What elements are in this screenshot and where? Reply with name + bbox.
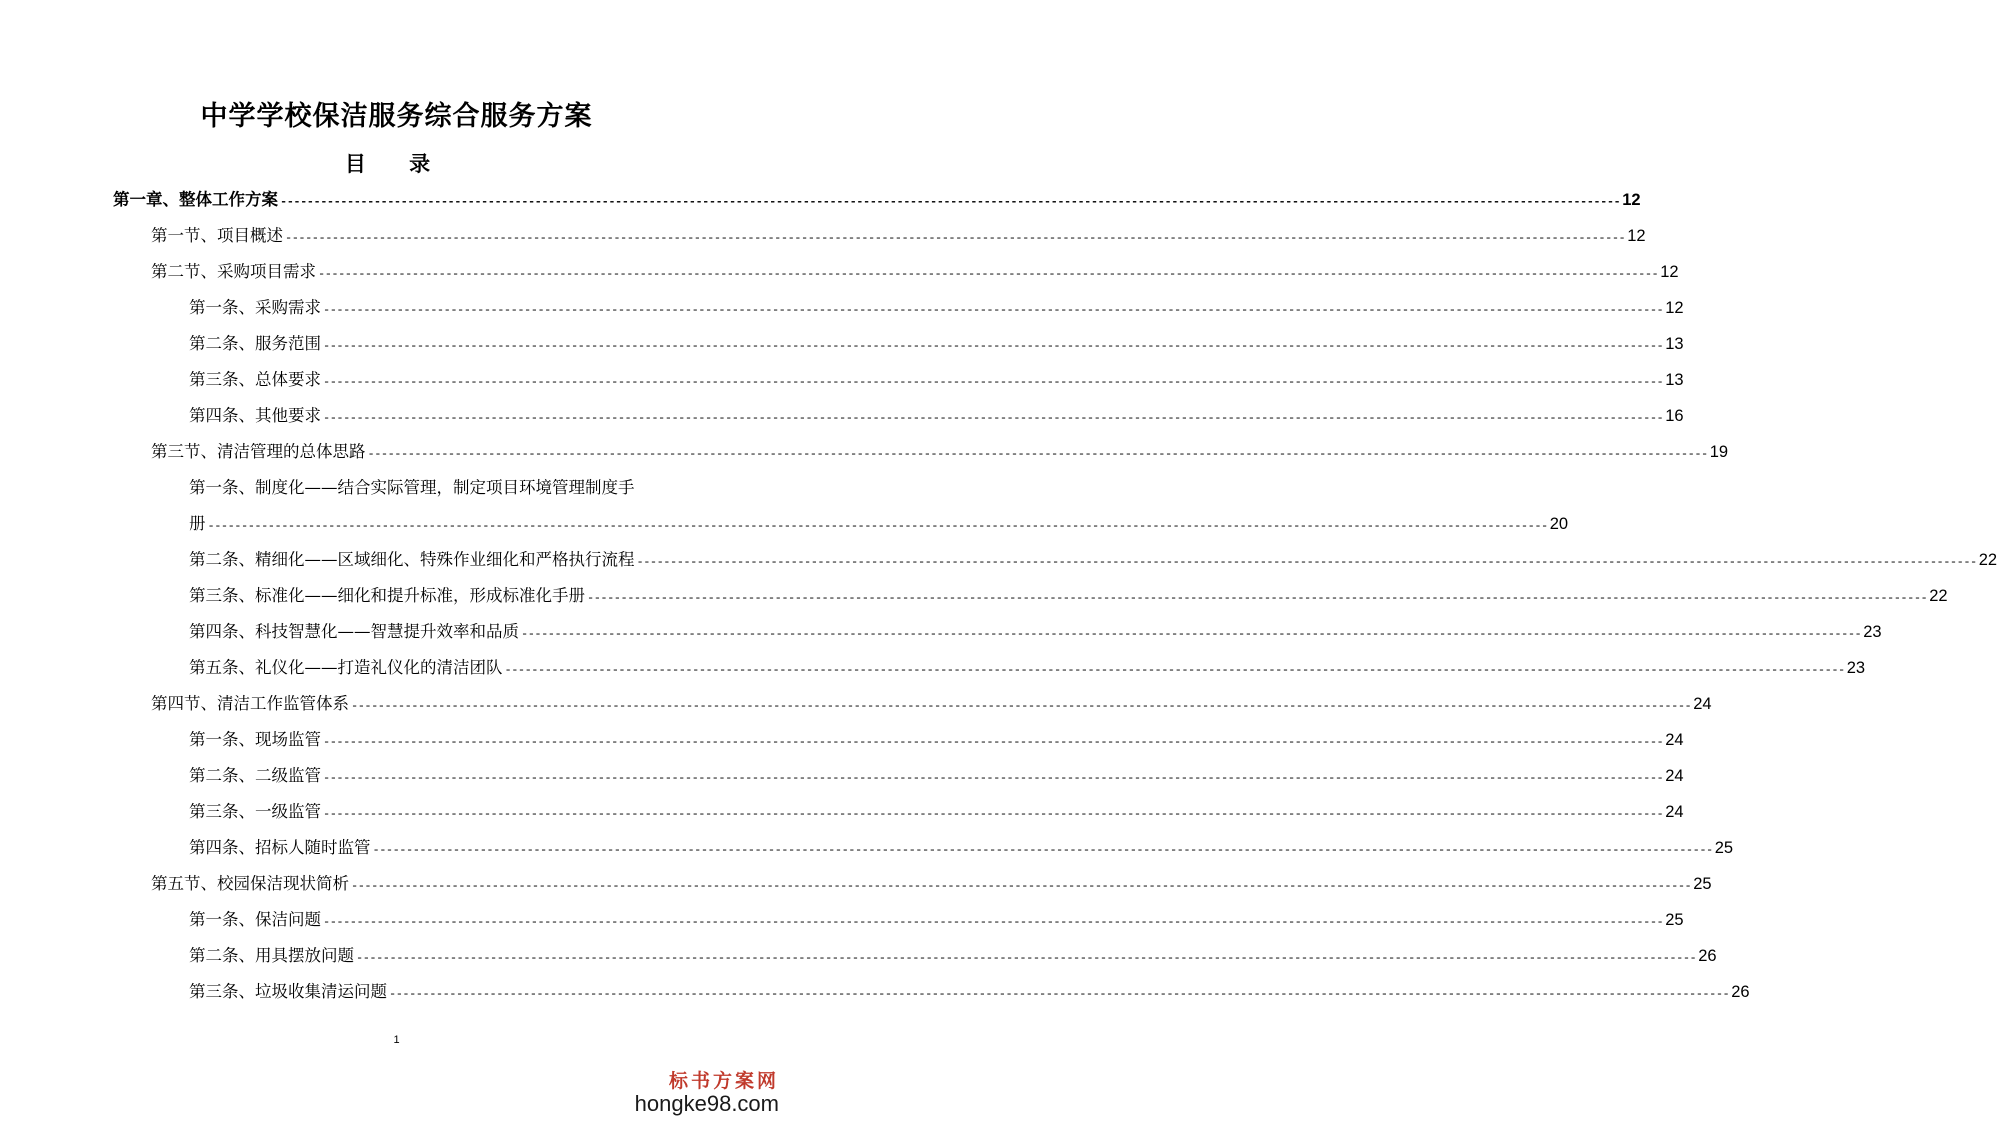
toc-entry-label: 第三条、垃圾收集清运问题 <box>189 982 387 1001</box>
toc-entry-label: 第二节、采购项目需求 <box>151 262 316 281</box>
toc-entry-label: 第四条、其他要求 <box>189 406 321 425</box>
toc-leader: -------------------------------------------------------------------------------------------------------------------------------------------------------------------------------------------------------- <box>504 663 1845 677</box>
toc-leader: -------------------------------------------------------------------------------------------------------------------------------------------------------------------------------------------------------- <box>351 879 1692 893</box>
toc-entry-label: 第一章、整体工作方案 <box>113 190 278 209</box>
toc-leader: -------------------------------------------------------------------------------------------------------------------------------------------------------------------------------------------------------- <box>323 339 1664 353</box>
toc-entry-page: 20 <box>1549 515 1569 533</box>
toc-entry[interactable] <box>189 296 1684 320</box>
toc-entry-label: 第一节、项目概述 <box>151 226 283 245</box>
toc-entry[interactable] <box>151 872 1712 896</box>
toc-leader: -------------------------------------------------------------------------------------------------------------------------------------------------------------------------------------------------------- <box>323 807 1664 821</box>
toc-entry[interactable] <box>189 836 1734 860</box>
toc-entry-page: 19 <box>1709 443 1729 461</box>
toc-leader: -------------------------------------------------------------------------------------------------------------------------------------------------------------------------------------------------------- <box>351 699 1692 713</box>
toc-leader: -------------------------------------------------------------------------------------------------------------------------------------------------------------------------------------------------------- <box>323 771 1664 785</box>
toc-entry-page: 26 <box>1731 983 1750 1001</box>
toc-entry-label: 第一条、制度化——结合实际管理，制定项目环境管理制度手 <box>189 478 635 497</box>
toc-entry-page: 24 <box>1665 767 1684 785</box>
watermark-url: hongke98.com <box>634 1091 779 1116</box>
toc-entry-page: 26 <box>1698 947 1717 965</box>
toc-entry[interactable] <box>151 692 1712 716</box>
toc-entry-label: 第二条、精细化——区域细化、特殊作业细化和严格执行流程 <box>189 550 635 569</box>
toc-entry-page: 23 <box>1863 623 1882 641</box>
toc-entry-page: 12 <box>1665 299 1684 317</box>
toc-entry[interactable] <box>189 944 1717 968</box>
toc-entry[interactable] <box>189 800 1684 824</box>
toc-entry-label: 第三节、清洁管理的总体思路 <box>151 442 366 461</box>
toc-entry[interactable] <box>189 404 1684 428</box>
toc-leader: -------------------------------------------------------------------------------------------------------------------------------------------------------------------------------------------------------- <box>587 591 1928 605</box>
toc-entry[interactable] <box>189 332 1684 356</box>
toc-entry-page: 12 <box>1660 263 1679 281</box>
toc-entry-label: 第四节、清洁工作监管体系 <box>151 694 349 713</box>
toc-entry-page: 22 <box>1929 587 1948 605</box>
toc-leader: -------------------------------------------------------------------------------------------------------------------------------------------------------------------------------------------------------- <box>323 411 1664 425</box>
toc-entry-page: 25 <box>1693 875 1712 893</box>
toc-entry[interactable] <box>189 584 1948 608</box>
toc-leader: -------------------------------------------------------------------------------------------------------------------------------------------------------------------------------------------------------- <box>356 951 1697 965</box>
page-number: 1 <box>393 1034 400 1046</box>
toc-leader: -------------------------------------------------------------------------------------------------------------------------------------------------------------------------------------------------------- <box>323 915 1664 929</box>
toc-entry[interactable] <box>189 548 1997 572</box>
toc-entry[interactable] <box>151 440 1729 464</box>
toc-entry[interactable] <box>189 620 1882 644</box>
toc-leader: -------------------------------------------------------------------------------------------------------------------------------------------------------------------------------------------------------- <box>280 195 1621 209</box>
toc-entry-page: 24 <box>1665 803 1684 821</box>
toc-heading: 目 录 <box>344 152 449 176</box>
toc-entry-label: 第一条、采购需求 <box>189 298 321 317</box>
toc-entry-page: 23 <box>1846 659 1866 677</box>
toc-entry-label: 第二条、二级监管 <box>189 766 321 785</box>
toc-entry[interactable] <box>151 224 1646 248</box>
toc-entry-label: 第三条、总体要求 <box>189 370 321 389</box>
toc-entry[interactable] <box>189 656 1866 680</box>
toc-entry-page: 12 <box>1622 191 1641 209</box>
toc-leader: -------------------------------------------------------------------------------------------------------------------------------------------------------------------------------------------------------- <box>323 735 1664 749</box>
toc-entry-page: 25 <box>1665 911 1684 929</box>
toc-entry-label: 第三条、一级监管 <box>189 802 321 821</box>
toc-entry-label: 第三条、标准化——细化和提升标准，形成标准化手册 <box>189 586 585 605</box>
toc-leader: -------------------------------------------------------------------------------------------------------------------------------------------------------------------------------------------------------- <box>367 447 1708 461</box>
toc-entry-page: 13 <box>1665 335 1684 353</box>
toc-entry[interactable] <box>189 368 1684 392</box>
toc-entry[interactable] <box>113 188 1641 212</box>
toc-leader: -------------------------------------------------------------------------------------------------------------------------------------------------------------------------------------------------------- <box>207 519 1548 533</box>
toc-entry-label: 第四条、科技智慧化——智慧提升效率和品质 <box>189 622 519 641</box>
toc-entry-label: 第五条、礼仪化——打造礼仪化的清洁团队 <box>189 658 503 677</box>
document-title: 中学学校保洁服务综合服务方案 <box>200 101 593 132</box>
toc-leader: -------------------------------------------------------------------------------------------------------------------------------------------------------------------------------------------------------- <box>389 987 1730 1001</box>
toc-entry-page: 25 <box>1714 839 1734 857</box>
toc-entry-label: 第一条、现场监管 <box>189 730 321 749</box>
toc-entry-page: 13 <box>1665 371 1684 389</box>
toc-entry-page: 22 <box>1978 551 1997 569</box>
toc-entry[interactable] <box>189 980 1750 1004</box>
toc-leader: -------------------------------------------------------------------------------------------------------------------------------------------------------------------------------------------------------- <box>323 375 1664 389</box>
toc-entry-label: 第二条、用具摆放问题 <box>189 946 354 965</box>
toc-entry[interactable] <box>189 728 1684 752</box>
toc-entry-label: 第二条、服务范围 <box>189 334 321 353</box>
toc-entry-label: 第一条、保洁问题 <box>189 910 321 929</box>
toc-entry[interactable] <box>189 764 1684 788</box>
toc-leader: -------------------------------------------------------------------------------------------------------------------------------------------------------------------------------------------------------- <box>521 627 1862 641</box>
toc-leader: -------------------------------------------------------------------------------------------------------------------------------------------------------------------------------------------------------- <box>318 267 1659 281</box>
toc-entry-label: 第五节、校园保洁现状简析 <box>151 874 349 893</box>
toc-entry[interactable] <box>151 260 1679 284</box>
toc-entry-page: 12 <box>1627 227 1646 245</box>
toc-entry-label: 第四条、招标人随时监管 <box>189 838 371 857</box>
toc-entry[interactable] <box>189 908 1684 932</box>
toc-entry-page: 24 <box>1665 731 1684 749</box>
toc-leader: -------------------------------------------------------------------------------------------------------------------------------------------------------------------------------------------------------- <box>372 843 1713 857</box>
toc-entry-page: 16 <box>1665 407 1684 425</box>
site-watermark <box>635 1070 779 1116</box>
toc-leader: -------------------------------------------------------------------------------------------------------------------------------------------------------------------------------------------------------- <box>285 231 1626 245</box>
toc-entry-page: 24 <box>1693 695 1712 713</box>
toc-leader: -------------------------------------------------------------------------------------------------------------------------------------------------------------------------------------------------------- <box>323 303 1664 317</box>
toc-entry-label-continued: 册 <box>189 514 206 533</box>
watermark-name: 标书方案网 <box>668 1070 779 1092</box>
toc-entry[interactable] <box>189 512 1569 536</box>
toc-leader: -------------------------------------------------------------------------------------------------------------------------------------------------------------------------------------------------------- <box>636 555 1977 569</box>
